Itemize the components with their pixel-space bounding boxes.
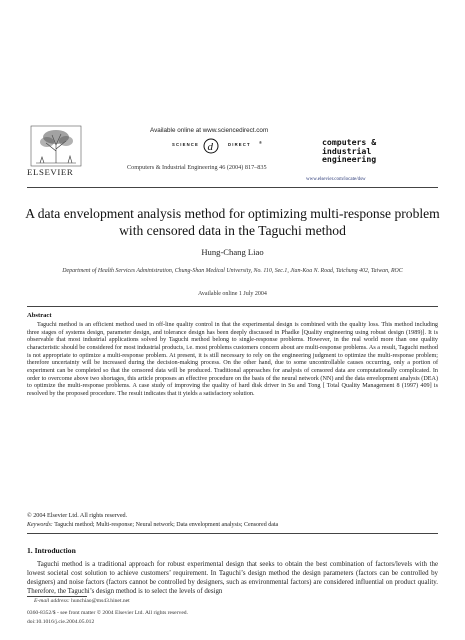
email-address-link[interactable]: hunchiao@ms43.hinet.net: [71, 598, 130, 604]
article-title: A data envelopment analysis method for optimizing multi-response problem with censored data in the Taguchi method: [25, 206, 440, 238]
sd-logo-left-word: SCIENCE: [172, 142, 200, 147]
journal-logo-line: computers &: [322, 137, 377, 147]
elsevier-wordmark: ELSEVIER: [27, 167, 74, 177]
sciencedirect-d-icon: [200, 137, 222, 155]
keywords-divider: [27, 533, 438, 534]
issn-line: 0360-8352/$ - see front matter © 2004 Elsevier Ltd. All rights reserved.: [27, 610, 188, 616]
keywords-line: [27, 522, 278, 528]
keywords-label: Keywords:: [27, 522, 53, 528]
doi-link[interactable]: doi:10.1016/j.cie.2004.05.012: [27, 619, 95, 625]
author-email-line: [34, 598, 130, 604]
email-label: E-mail address:: [34, 598, 70, 604]
abstract-copyright: © 2004 Elsevier Ltd. All rights reserved.: [27, 513, 128, 519]
available-online-date: Available online 1 July 2004: [198, 291, 267, 297]
introduction-paragraph: Taguchi method is a traditional approach for robust experimental design that seeks to obtain the best combination of factors/levels with the lowest societal cost solution to achieve customers’ requirement. In Taguchi’s design method the design parameters (factors can be controlled by designers) and noise factors (factors cannot be controlled by designers, such as environmental factors) are considered influential on product quality. Therefore, the Taguchi’s design method is to select the levels of design: [27, 561, 438, 596]
sciencedirect-logo: [160, 139, 300, 153]
footnote-divider: [27, 596, 87, 597]
abstract-body: [27, 322, 438, 399]
introduction-body: [27, 560, 438, 596]
elsevier-tree-icon: [30, 125, 82, 167]
journal-reference: Computers & Industrial Engineering 46 (2004) 817–835: [127, 164, 267, 171]
journal-logo: [322, 138, 400, 164]
journal-logo-line: engineering: [322, 154, 377, 165]
section-heading-introduction: 1. Introduction: [27, 546, 76, 555]
author-name: Hung-Chang Liao: [201, 247, 264, 257]
author-affiliation: Department of Health Services Administration, Chung-Shan Medical University, No. 110, Sec.1, Jian-Koa N. Road, Taichung 402, Taiwan, ROC: [62, 268, 403, 274]
svg-text:d: d: [207, 141, 213, 153]
sd-trademark: ®: [259, 140, 262, 145]
sd-logo-right-word: DIRECT: [228, 142, 251, 147]
abstract-paragraph: Taguchi method is an efficient method used in off-line quality control in that the experimental design is combined with the quality loss. This method including three stages of systems design, parameter design, and tolerance design has been deeply discussed in Phadke [Quality engineering using robust design (1989)]. It is observable that most industrial applications solved by Taguchi method belong to single-response problems. However, in the real world more than one quality characteristic should be considered for most industrial products, i.e. most problems customers concern about are multi-response problems. As a result, Taguchi method is not appropriate to optimize a multi-response problem. At present, it is still necessary to rely on the engineering judgment to optimize the multi-response problem; therefore uncertainty will be increased during the decision-making process. On the other hand, due to some uncontrollable causes occurring, only a portion of experiment can be completed so that the censored data will be produced. Traditional approaches for analysis of censored data are computationally complicated. In order to overcome above two shortages, this article proposes an effective procedure on the basis of the neural network (NN) and the data envelopment analysis (DEA) to optimize the multi-response problems. A case study of improving the quality of hard disk driver in Su and Tong [ Total Quality Management 8 (1997) 409] is resolved by the proposed procedure. The result indicates that it yields a satisfactory solution.: [27, 322, 438, 397]
abstract-top-divider: [27, 306, 438, 307]
journal-logo-line: industrial: [322, 145, 372, 156]
keywords-text: Taguchi method; Multi-response; Neural network; Data envelopment analysis; Censored data: [54, 522, 279, 528]
header-divider: [27, 187, 438, 188]
abstract-heading: Abstract: [27, 312, 52, 319]
sciencedirect-available-text: Available online at www.sciencedirect.com: [150, 127, 269, 134]
journal-url-link[interactable]: www.elsevier.com/locate/dsw: [306, 177, 366, 182]
